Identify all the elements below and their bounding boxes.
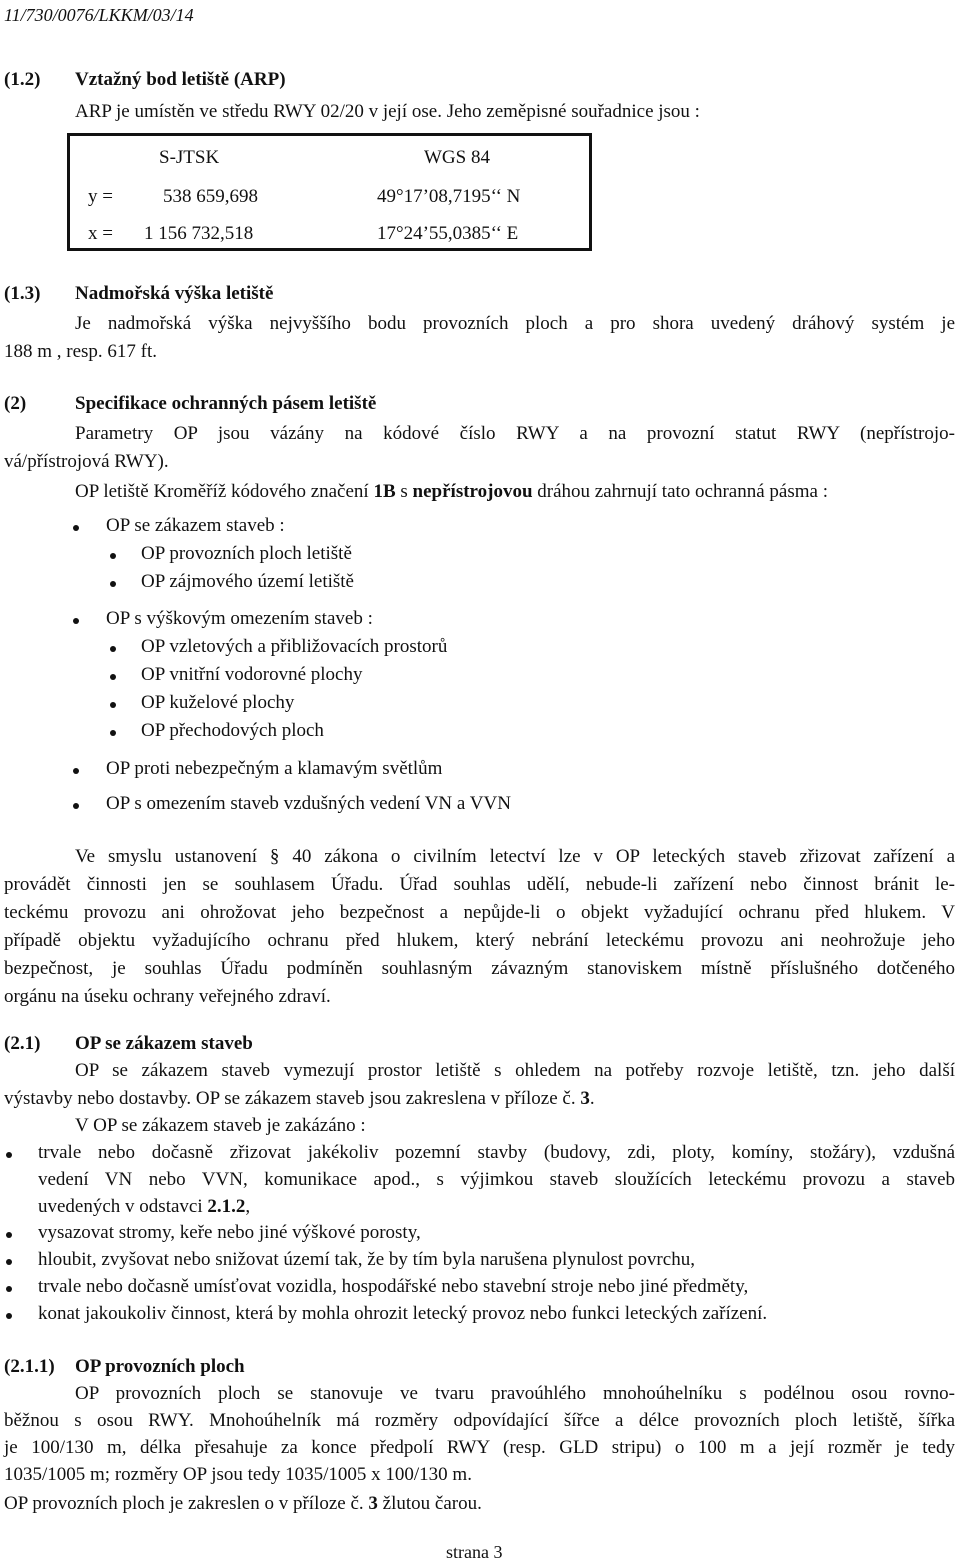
- bullet-icon: [73, 803, 79, 809]
- bullet-icon: [73, 768, 79, 774]
- section-number: (2.1.1): [4, 1356, 55, 1377]
- bullet-icon: [110, 674, 116, 680]
- paragraph-line: OP provozních ploch se stanovuje ve tvaru pravoúhlého mnohoúhelníku s podélnou osou rovno-: [75, 1383, 955, 1404]
- paragraph-text: Parametry OP jsou vázány na kódové číslo RWY a na provozní statut RWY (nepřístrojo-: [75, 423, 955, 444]
- list-item: OP provozních ploch letiště: [141, 543, 352, 564]
- list-item: OP zájmového území letiště: [141, 571, 354, 592]
- bullet-icon: [6, 1259, 12, 1265]
- forbidden-intro: V OP se zákazem staveb je zakázáno :: [75, 1115, 366, 1136]
- bullet-icon: [110, 553, 116, 559]
- paragraph-text: 188 m , resp. 617 ft.: [4, 341, 158, 362]
- list-item: konat jakoukoliv činnost, která by mohla ohrozit letecký provoz nebo funkci leteckých zařízení.: [38, 1303, 768, 1324]
- section-number: (2.1): [4, 1033, 41, 1054]
- paragraph-line: běžnou s osou RWY. Mnohoúhelník má rozměry odpovídající šířce a délce provozních ploch letiště, šířka: [4, 1410, 955, 1431]
- paragraph-line: orgánu na úseku ochrany veřejného zdraví.: [4, 986, 331, 1007]
- bullet-icon: [6, 1152, 12, 1158]
- intro-text: [75, 478, 828, 506]
- paragraph-line: teckému provozu ani ohrožovat jeho bezpečnost a nepůjde-li o objekt vyžadující ochranu před hlukem. V: [4, 902, 955, 923]
- text-part: žlutou čarou.: [377, 1493, 482, 1514]
- intro-part: OP letiště Kroměříž kódového značení: [75, 481, 374, 502]
- table-header-wgs84: WGS 84: [424, 147, 490, 168]
- table-row-label: y =: [88, 186, 113, 207]
- intro-runway-type: nepřístrojovou: [412, 481, 533, 502]
- paragraph-line: [4, 1490, 482, 1518]
- paragraph-line: Ve smyslu ustanovení § 40 zákona o civilním letectví lze v OP leteckých staveb zřizovat zařízení a: [75, 846, 955, 867]
- annex-number: 3: [580, 1088, 590, 1109]
- section-number: (1.3): [4, 283, 41, 304]
- document-id: 11/730/0076/LKKM/03/14: [4, 5, 194, 25]
- text-part: OP provozních ploch je zakreslen o v příloze č.: [4, 1493, 369, 1514]
- table-row-label: x =: [88, 223, 113, 244]
- text-part: .: [589, 1088, 595, 1109]
- section-number: (2): [4, 393, 27, 414]
- section-number: (1.2): [4, 69, 41, 90]
- paragraph-line: bezpečnost, je souhlas Úřadu podmíněn souhlasným závazným stanoviskem místně příslušného dotčeného: [4, 958, 955, 979]
- text-part: výstavby nebo dostavby. OP se zákazem staveb jsou zakreslena v příloze č.: [4, 1088, 581, 1109]
- table-cell-sjtsk: 1 156 732,518: [144, 223, 254, 244]
- bullet-icon: [6, 1286, 12, 1292]
- text-part: uvedených v odstavci: [38, 1196, 208, 1217]
- paragraph-text: vá/přístrojová RWY).: [4, 451, 169, 472]
- list-item: trvale nebo dočasně umísťovat vozidla, hospodářské nebo stavební stroje nebo jiné předměty,: [38, 1276, 749, 1297]
- list-item: OP proti nebezpečným a klamavým světlům: [106, 758, 443, 779]
- table-cell-wgs: 17°24’55,0385‘‘ E: [377, 223, 519, 244]
- paragraph-line: 1035/1005 m; rozměry OP jsou tedy 1035/1005 x 100/130 m.: [4, 1464, 472, 1485]
- list-item: OP s omezením staveb vzdušných vedení VN a VVN: [106, 793, 511, 814]
- intro-part: dráhou zahrnují tato ochranná pásma :: [532, 481, 828, 502]
- bullet-icon: [73, 618, 79, 624]
- paragraph-text: [4, 1085, 595, 1113]
- table-cell-wgs: 49°17’08,7195‘‘ N: [377, 186, 521, 207]
- section-title: OP se zákazem staveb: [75, 1033, 253, 1054]
- paragraph-text: Je nadmořská výška nejvyššího bodu provozních ploch a pro shora uvedený dráhový systém je: [75, 313, 955, 334]
- bullet-icon: [6, 1232, 12, 1238]
- paragraph-line: provádět činnosti jen se souhlasem Úřadu. Úřad souhlas udělí, nebude-li zařízení nebo činnost bránit le-: [4, 874, 955, 895]
- table-header-sjtsk: S-JTSK: [159, 147, 220, 168]
- text-part: ,: [245, 1196, 251, 1217]
- paragraph-line: je 100/130 m, délka přesahuje za konce předpolí RWY (resp. GLD stripu) o 100 m a její rozměr je tedy: [4, 1437, 955, 1458]
- annex-number: 3: [368, 1493, 378, 1514]
- paragraph-line: případě objektu vyžadujícího ochranu před hlukem, který nebrání leteckému provozu ani neohrožuje jeho: [4, 930, 955, 951]
- bullet-icon: [73, 525, 79, 531]
- list-item: hloubit, zvyšovat nebo snižovat území tak, že by tím byla narušena plynulost povrchu,: [38, 1249, 695, 1270]
- list-item: vysazovat stromy, keře nebo jiné výškové porosty,: [38, 1222, 421, 1243]
- section-title: Vztažný bod letiště (ARP): [75, 69, 286, 90]
- list-item: OP s výškovým omezením staveb :: [106, 608, 373, 629]
- list-item: OP přechodových ploch: [141, 720, 324, 741]
- list-item: OP kuželové plochy: [141, 692, 295, 713]
- section-title: OP provozních ploch: [75, 1356, 245, 1377]
- intro-code: 1B: [373, 481, 396, 502]
- paragraph-text: ARP je umístěn ve středu RWY 02/20 v její ose. Jeho zeměpisné souřadnice jsou :: [75, 101, 700, 122]
- bullet-icon: [6, 1313, 12, 1319]
- section-title: Nadmořská výška letiště: [75, 283, 274, 304]
- table-cell-sjtsk: 538 659,698: [163, 186, 258, 207]
- bullet-icon: [110, 646, 116, 652]
- bullet-icon: [110, 730, 116, 736]
- list-item: trvale nebo dočasně zřizovat jakékoliv pozemní stavby (budovy, zdi, ploty, komíny, stožáry), vzdušná: [38, 1142, 955, 1163]
- list-item: OP vzletových a přibližovacích prostorů: [141, 636, 448, 657]
- section-title: Specifikace ochranných pásem letiště: [75, 393, 377, 414]
- list-item: [38, 1193, 250, 1221]
- page-number: strana 3: [446, 1542, 503, 1562]
- bullet-icon: [110, 702, 116, 708]
- section-reference: 2.1.2: [207, 1196, 246, 1217]
- paragraph-text: OP se zákazem staveb vymezují prostor letiště s ohledem na potřeby rozvoje letiště, tzn. jeho další: [75, 1060, 955, 1081]
- bullet-icon: [110, 581, 116, 587]
- intro-part: s: [395, 481, 413, 502]
- list-item: vedení VN nebo VVN, komunikace apod., s výjimkou staveb sloužících leteckému provozu a staveb: [38, 1169, 955, 1190]
- list-item: OP se zákazem staveb :: [106, 515, 285, 536]
- list-item: OP vnitřní vodorovné plochy: [141, 664, 363, 685]
